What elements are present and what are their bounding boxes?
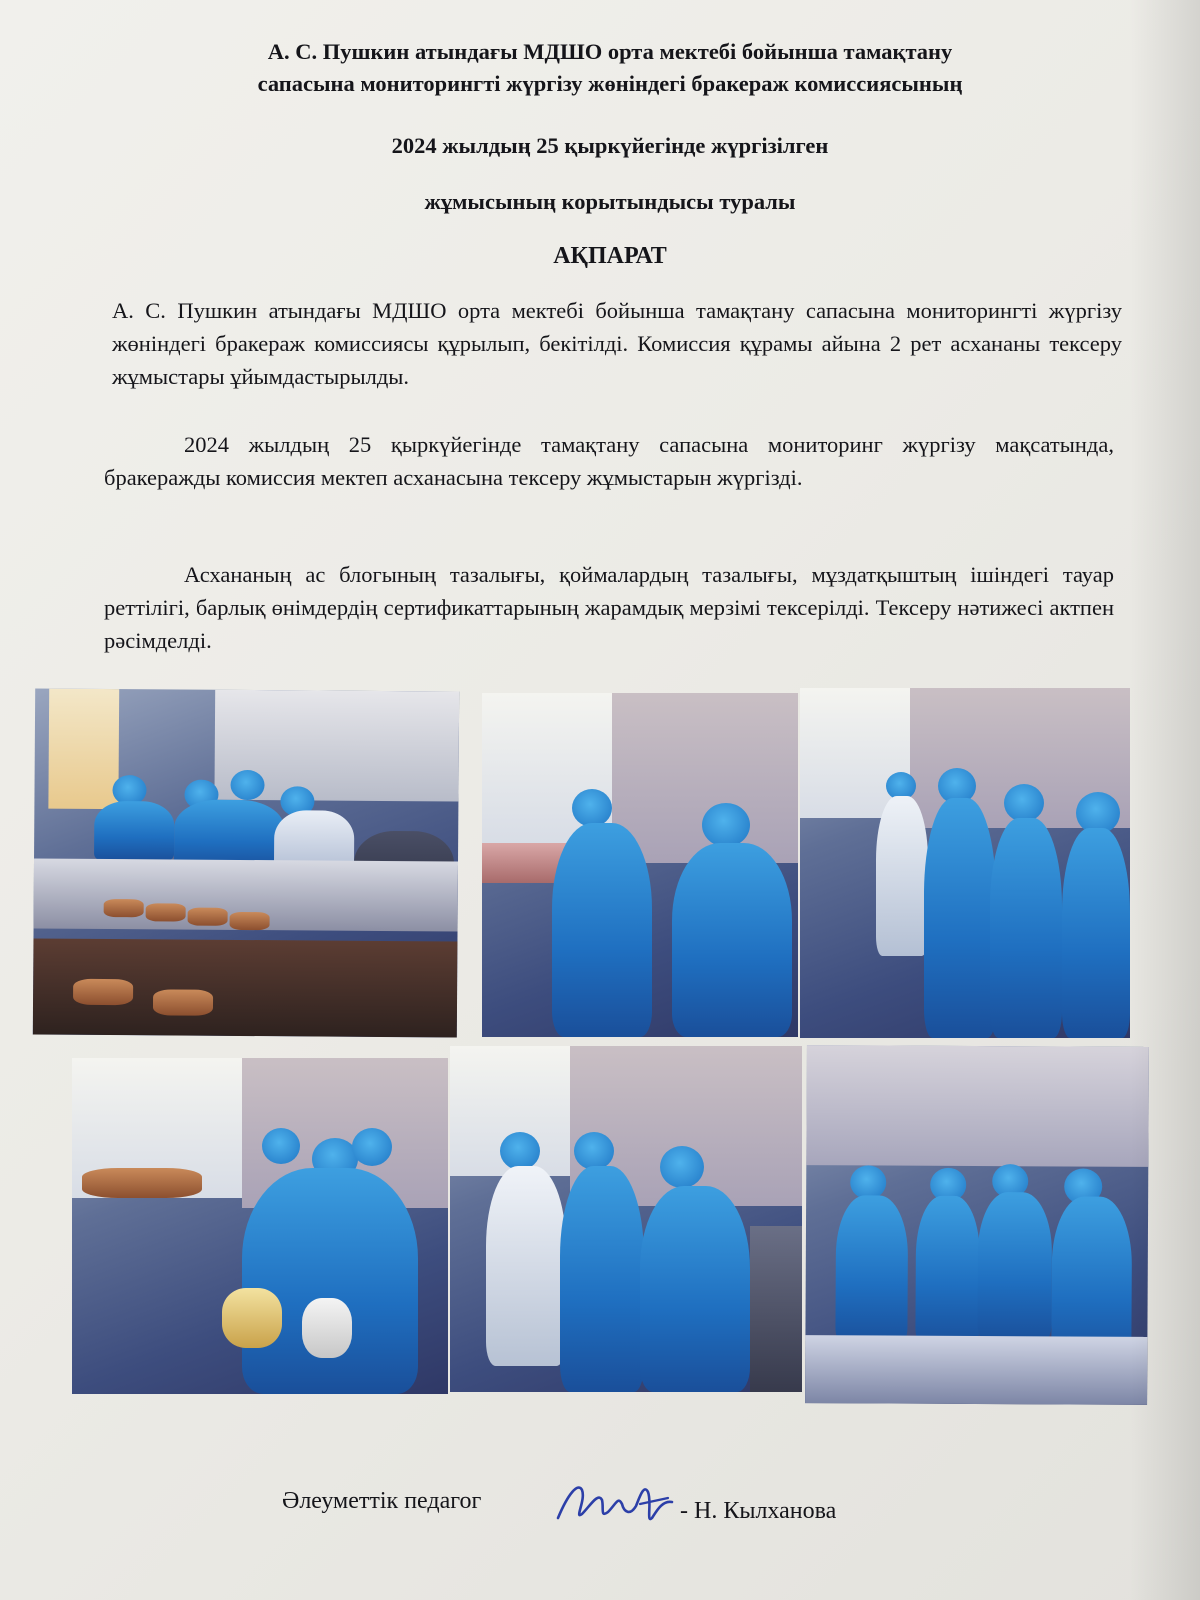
- title-line-2: сапасына мониторингті жүргізу жөніндегі бракераж комиссиясының: [257, 70, 963, 96]
- photo-commission-members: [800, 688, 1130, 1038]
- title-line-1: А. С. Пушкин атындағы МДШО орта мектебі бойынша тамақтану: [267, 39, 953, 64]
- signature-name: - Н. Кылханова: [680, 1498, 837, 1524]
- document-heading: АҚПАРАТ: [553, 243, 667, 269]
- signature-block: [282, 1488, 982, 1548]
- paragraph-2: 2024 жылдың 25 қыркүйегінде тамақтану сапасына мониторинг жүргізу мақсатында, бракеражды комиссия мектеп асханасына тексеру жұмыстарын жүргізді.: [104, 432, 1114, 490]
- signature-role: Әлеуметтік педагог: [282, 1488, 482, 1514]
- title-line-3: 2024 жылдың 25 қыркүйегінде жүргізілген: [391, 133, 829, 158]
- photo-worker-with-container: [72, 1058, 448, 1394]
- photo-commission-in-dining-hall: [805, 1045, 1149, 1405]
- document-title: [120, 36, 1100, 99]
- paragraph-1: А. С. Пушкин атындағы МДШО орта мектебі бойынша тамақтану сапасына мониторингті жүргізу жөніндегі бракераж комиссиясы құрылып, бекітілді. Комиссия құрамы айына 2 рет асхананы тексеру жұмыстары ұйымдастырылды.: [112, 298, 1122, 389]
- title-line-4: жұмысының корытындысы туралы: [424, 189, 796, 214]
- paragraph-3: Асхананың ас блогының тазалығы, қоймалардың тазалығы, мұздатқыштың ішіндегі тауар реттілігі, барлық өнімдердің сертификаттарының жарамдық мерзімі тексерілді. Тексеру нәтижесі актпен рәсімделді.: [104, 562, 1114, 653]
- photo-kitchen-serving-counter: [33, 689, 459, 1038]
- photo-inspection-of-products: [450, 1046, 802, 1392]
- photo-inspection-in-kitchen: [482, 693, 798, 1037]
- handwritten-signature: [552, 1474, 682, 1534]
